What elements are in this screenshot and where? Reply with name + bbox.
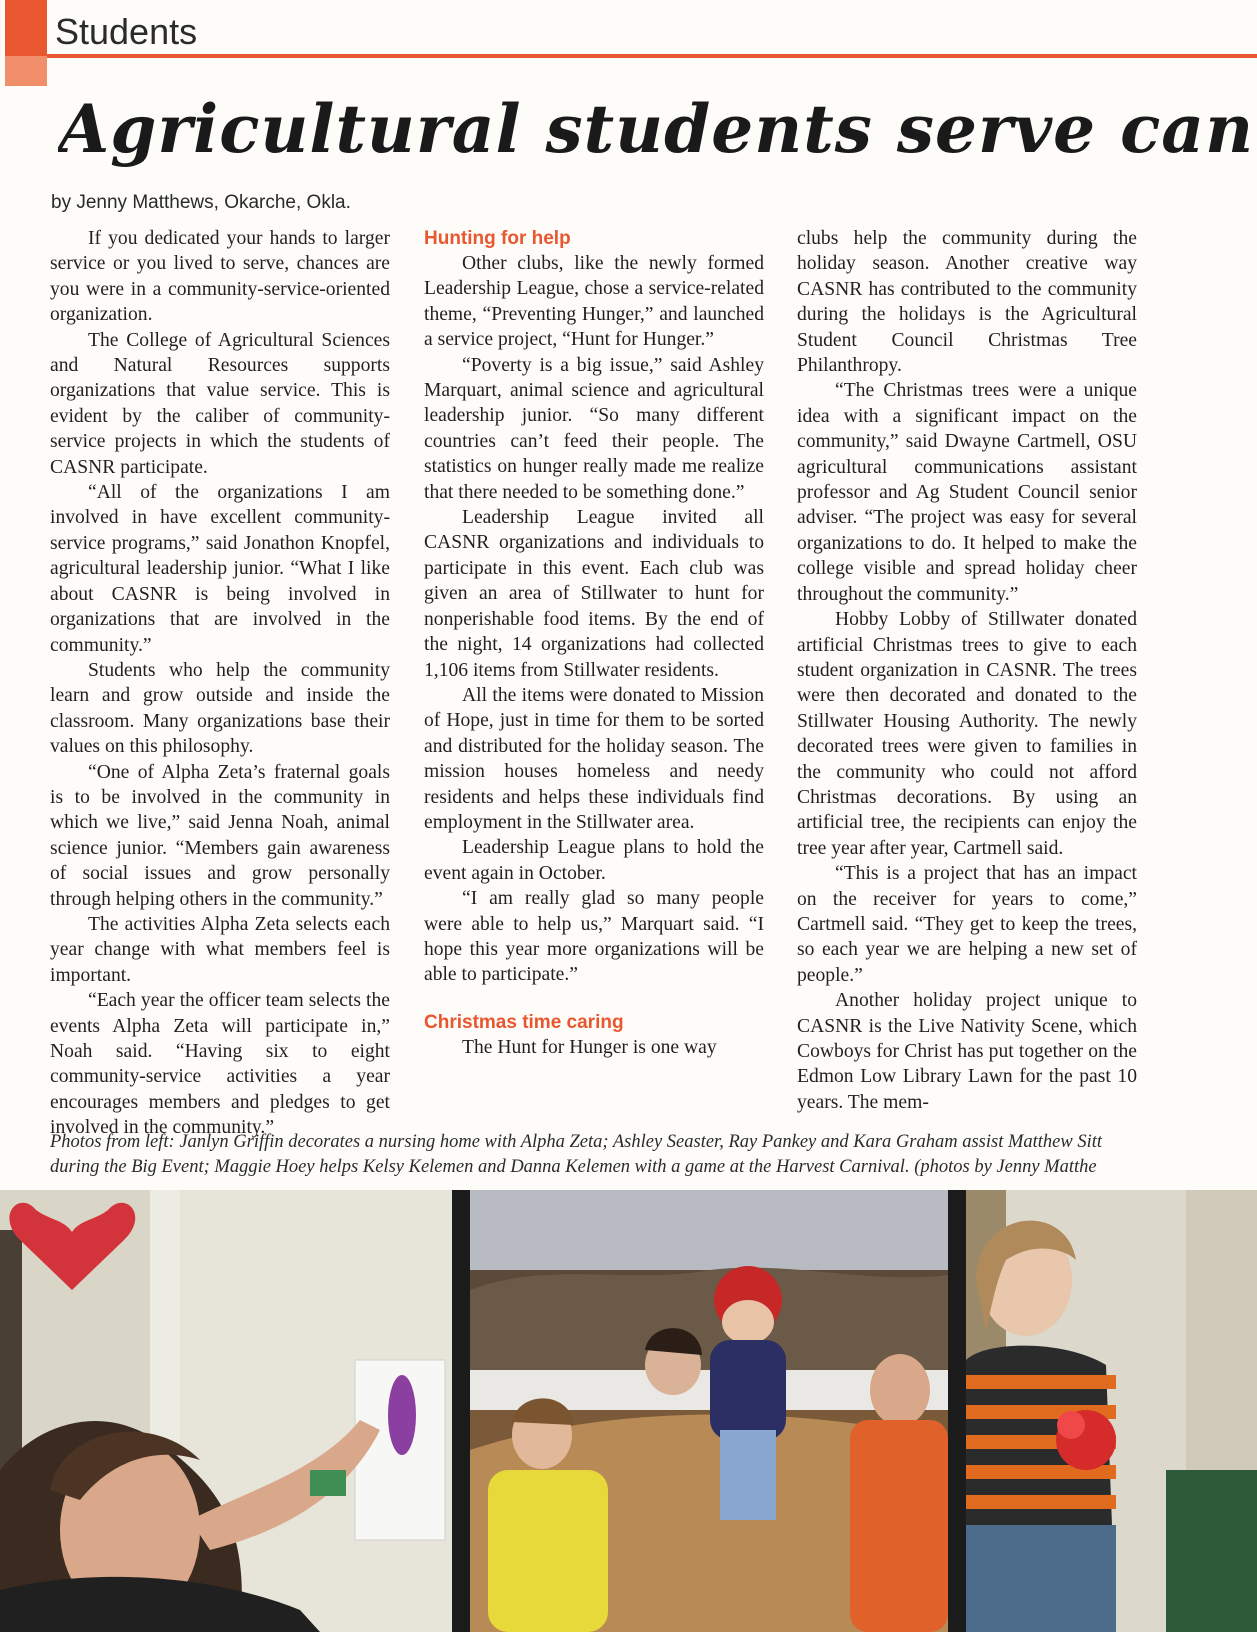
paragraph: “Poverty is a big issue,” said Ashley Marquart, animal science and agricultural leadership junior. “So many different countries can’t feed their people. The statistics on hunger really made me realize that there needed to be something done.”: [424, 354, 764, 503]
horse-ride-photo: [470, 1190, 948, 1632]
article-headline: Agricultural students serve can: [58, 92, 1255, 168]
caption-line: during the Big Event; Maggie Hoey helps Kelsy Kelemen and Danna Kelemen with a game at the Harvest Carnival. (photos by Jenny Matthe: [50, 1157, 1097, 1177]
paragraph: “The Christmas trees were a unique idea with a significant impact on the community,” said Dwayne Cartmell, OSU agricultural communications assistant professor and Ag Student Council senior adviser. “The project was easy for several organizations to do. It helped to make the college visible and spread holiday cheer throughout the community.”: [797, 380, 1137, 605]
paragraph: The Hunt for Hunger is one way: [462, 1036, 717, 1058]
paragraph: The College of Agricultural Sciences and Natural Resources supports organizations that value service. This is evident by the caliber of community-service projects in which the students of CASNR participate.: [50, 329, 390, 478]
paragraph: “All of the organizations I am involved in have excellent community-service programs,” said Jonathon Knopfel, agricultural leadership junior. “What I like about CASNR is being involved in organizations that are involved in the community.”: [50, 482, 390, 656]
paragraph: “One of Alpha Zeta’s fraternal goals is to be involved in the community in which we live,” said Jenna Noah, animal science junior. “Members gain awareness of social issues and grow personally through helping others in the community.”: [50, 761, 390, 910]
section-label: Students: [55, 11, 198, 52]
photo-caption: [50, 1130, 1257, 1180]
paragraph: “Each year the officer team selects the events Alpha Zeta will participate in,” Noah said. “Having six to eight community-service activities a year encourages members and pledges to get involved in the community.”: [50, 990, 390, 1139]
article-column-3: [797, 226, 1137, 1115]
paragraph: Hobby Lobby of Stillwater donated artificial Christmas trees to give to each student organization in CASNR. The trees were then decorated and donated to the Stillwater Housing Authority. The newly decorated trees were given to families in the community who could not afford Christmas decorations. By using an artificial tree, the recipients can enjoy the tree year after year, Cartmell said.: [797, 609, 1137, 859]
section-color-tab: [5, 0, 47, 86]
paragraph: Other clubs, like the newly formed Leadership League, chose a service-related theme, “Preventing Hunger,” and launched a service project, “Hunt for Hunger.”: [424, 253, 764, 351]
paragraph: “This is a project that has an impact on the receiver for years to come,” Cartmell said. “They get to keep the trees, so each year we are helping a new set of people.”: [797, 863, 1137, 986]
nursing-home-photo: [0, 1190, 452, 1632]
article-column-1: [50, 226, 390, 1141]
harvest-carnival-photo: [966, 1190, 1257, 1632]
paragraph: Students who help the community learn and grow outside and inside the classroom. Many organizations base their values on this philosophy.: [50, 659, 390, 758]
paragraph: clubs help the community during the holiday season. Another creative way CASNR has contributed to the community during the holidays is the Agricultural Student Council Christmas Tree Philanthropy.: [797, 228, 1137, 377]
subhead-christmas-time-caring: Christmas time caring: [424, 1011, 624, 1033]
paragraph: All the items were donated to Mission of Hope, just in time for them to be sorted and distributed for the holiday season. The mission houses homeless and needy residents and helps these individuals find employment in the Stillwater area.: [424, 684, 764, 833]
paragraph: Another holiday project unique to CASNR is the Live Nativity Scene, which Cowboys for Christ has put together on the Edmon Low Library Lawn for the past 10 years. The mem-: [797, 990, 1137, 1113]
paragraph: The activities Alpha Zeta selects each year change with what members feel is important.: [50, 913, 390, 986]
photo-gutter: [452, 1190, 470, 1632]
subhead-hunting-for-help: Hunting for help: [424, 228, 571, 249]
photo-gutter: [948, 1190, 966, 1632]
article-byline: by Jenny Matthews, Okarche, Okla.: [51, 192, 351, 213]
paragraph: Leadership League plans to hold the event again in October.: [424, 837, 764, 884]
paragraph: If you dedicated your hands to larger service or you lived to serve, chances are you were in a community-service-oriented organization.: [50, 228, 390, 326]
article-column-2: [424, 226, 764, 1060]
paragraph: “I am really glad so many people were able to help us,” Marquart said. “I hope this year more organizations will be able to participate.”: [424, 888, 764, 986]
paragraph: Leadership League invited all CASNR organizations and individuals to participate in this event. Each club was given an area of Stillwater to hunt for nonperishable food items. By the end of the night, 14 organizations had collected 1,106 items from Stillwater residents.: [424, 507, 764, 681]
caption-line: Photos from left: Janlyn Griffin decorates a nursing home with Alpha Zeta; Ashley Seaster, Ray Pankey and Kara Graham assist Matthew Sitt: [50, 1132, 1103, 1152]
section-rule: [47, 54, 1257, 58]
